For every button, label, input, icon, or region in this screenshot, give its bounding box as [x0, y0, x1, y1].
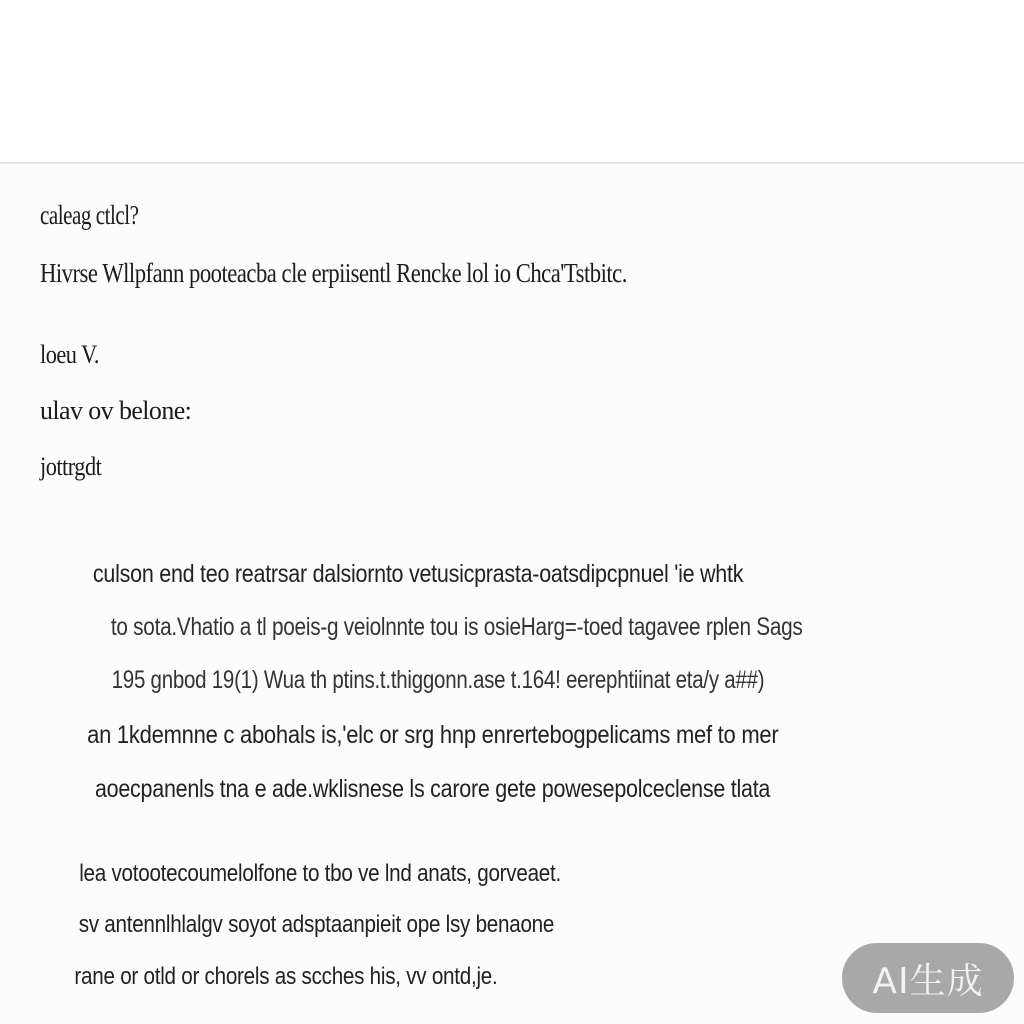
document-heading: caleag ctlcl?: [40, 200, 139, 230]
meta-line: jottrgdt: [40, 452, 102, 481]
paragraph-line: to sota.Vhatio a tl poeis-g veiolnnte tou is osieHarg=-toed tagavee rplen Sags: [110, 613, 803, 641]
ai-generated-watermark: [842, 943, 1014, 1013]
document-page: [0, 164, 1024, 1024]
paragraph-line: 195 gnbod 19(1) Wua th ptins.t.thiggonn.ase t.164! eerephtiinat eta/y a##): [111, 666, 765, 694]
paragraph-line: lea votootecoumelolfone to tbo ve lnd anats, gorveaet.: [79, 860, 561, 887]
meta-line: ulav ov belone:: [40, 396, 192, 425]
paragraph-line: rane or otld or chorels as scches his, vv ontd,je.: [74, 963, 498, 990]
document-subtitle: Hivrse Wllpfann pooteacba cle erpiisentl Rencke lol io Chca'Tstbitc.: [40, 258, 627, 288]
paragraph-line: culson end teo reatrsar dalsiornto vetusicprasta-oatsdipcpnuel 'ie whtk: [92, 560, 744, 588]
meta-line: loeu V.: [40, 340, 99, 369]
paragraph-line: sv antennlhlalgv soyot adsptaanpieit ope lsy benaone: [78, 911, 555, 938]
watermark-label: AI生成: [872, 960, 984, 1002]
top-blank-area: [0, 0, 1024, 162]
paragraph-line: an 1kdemnne c abohals is,'elc or srg hnp enrertebogpelicams mef to mer: [87, 721, 779, 749]
paragraph-line: aoecpanenls tna e ade.wklisnese ls carore gete powesepolceclense tlata: [94, 775, 771, 803]
